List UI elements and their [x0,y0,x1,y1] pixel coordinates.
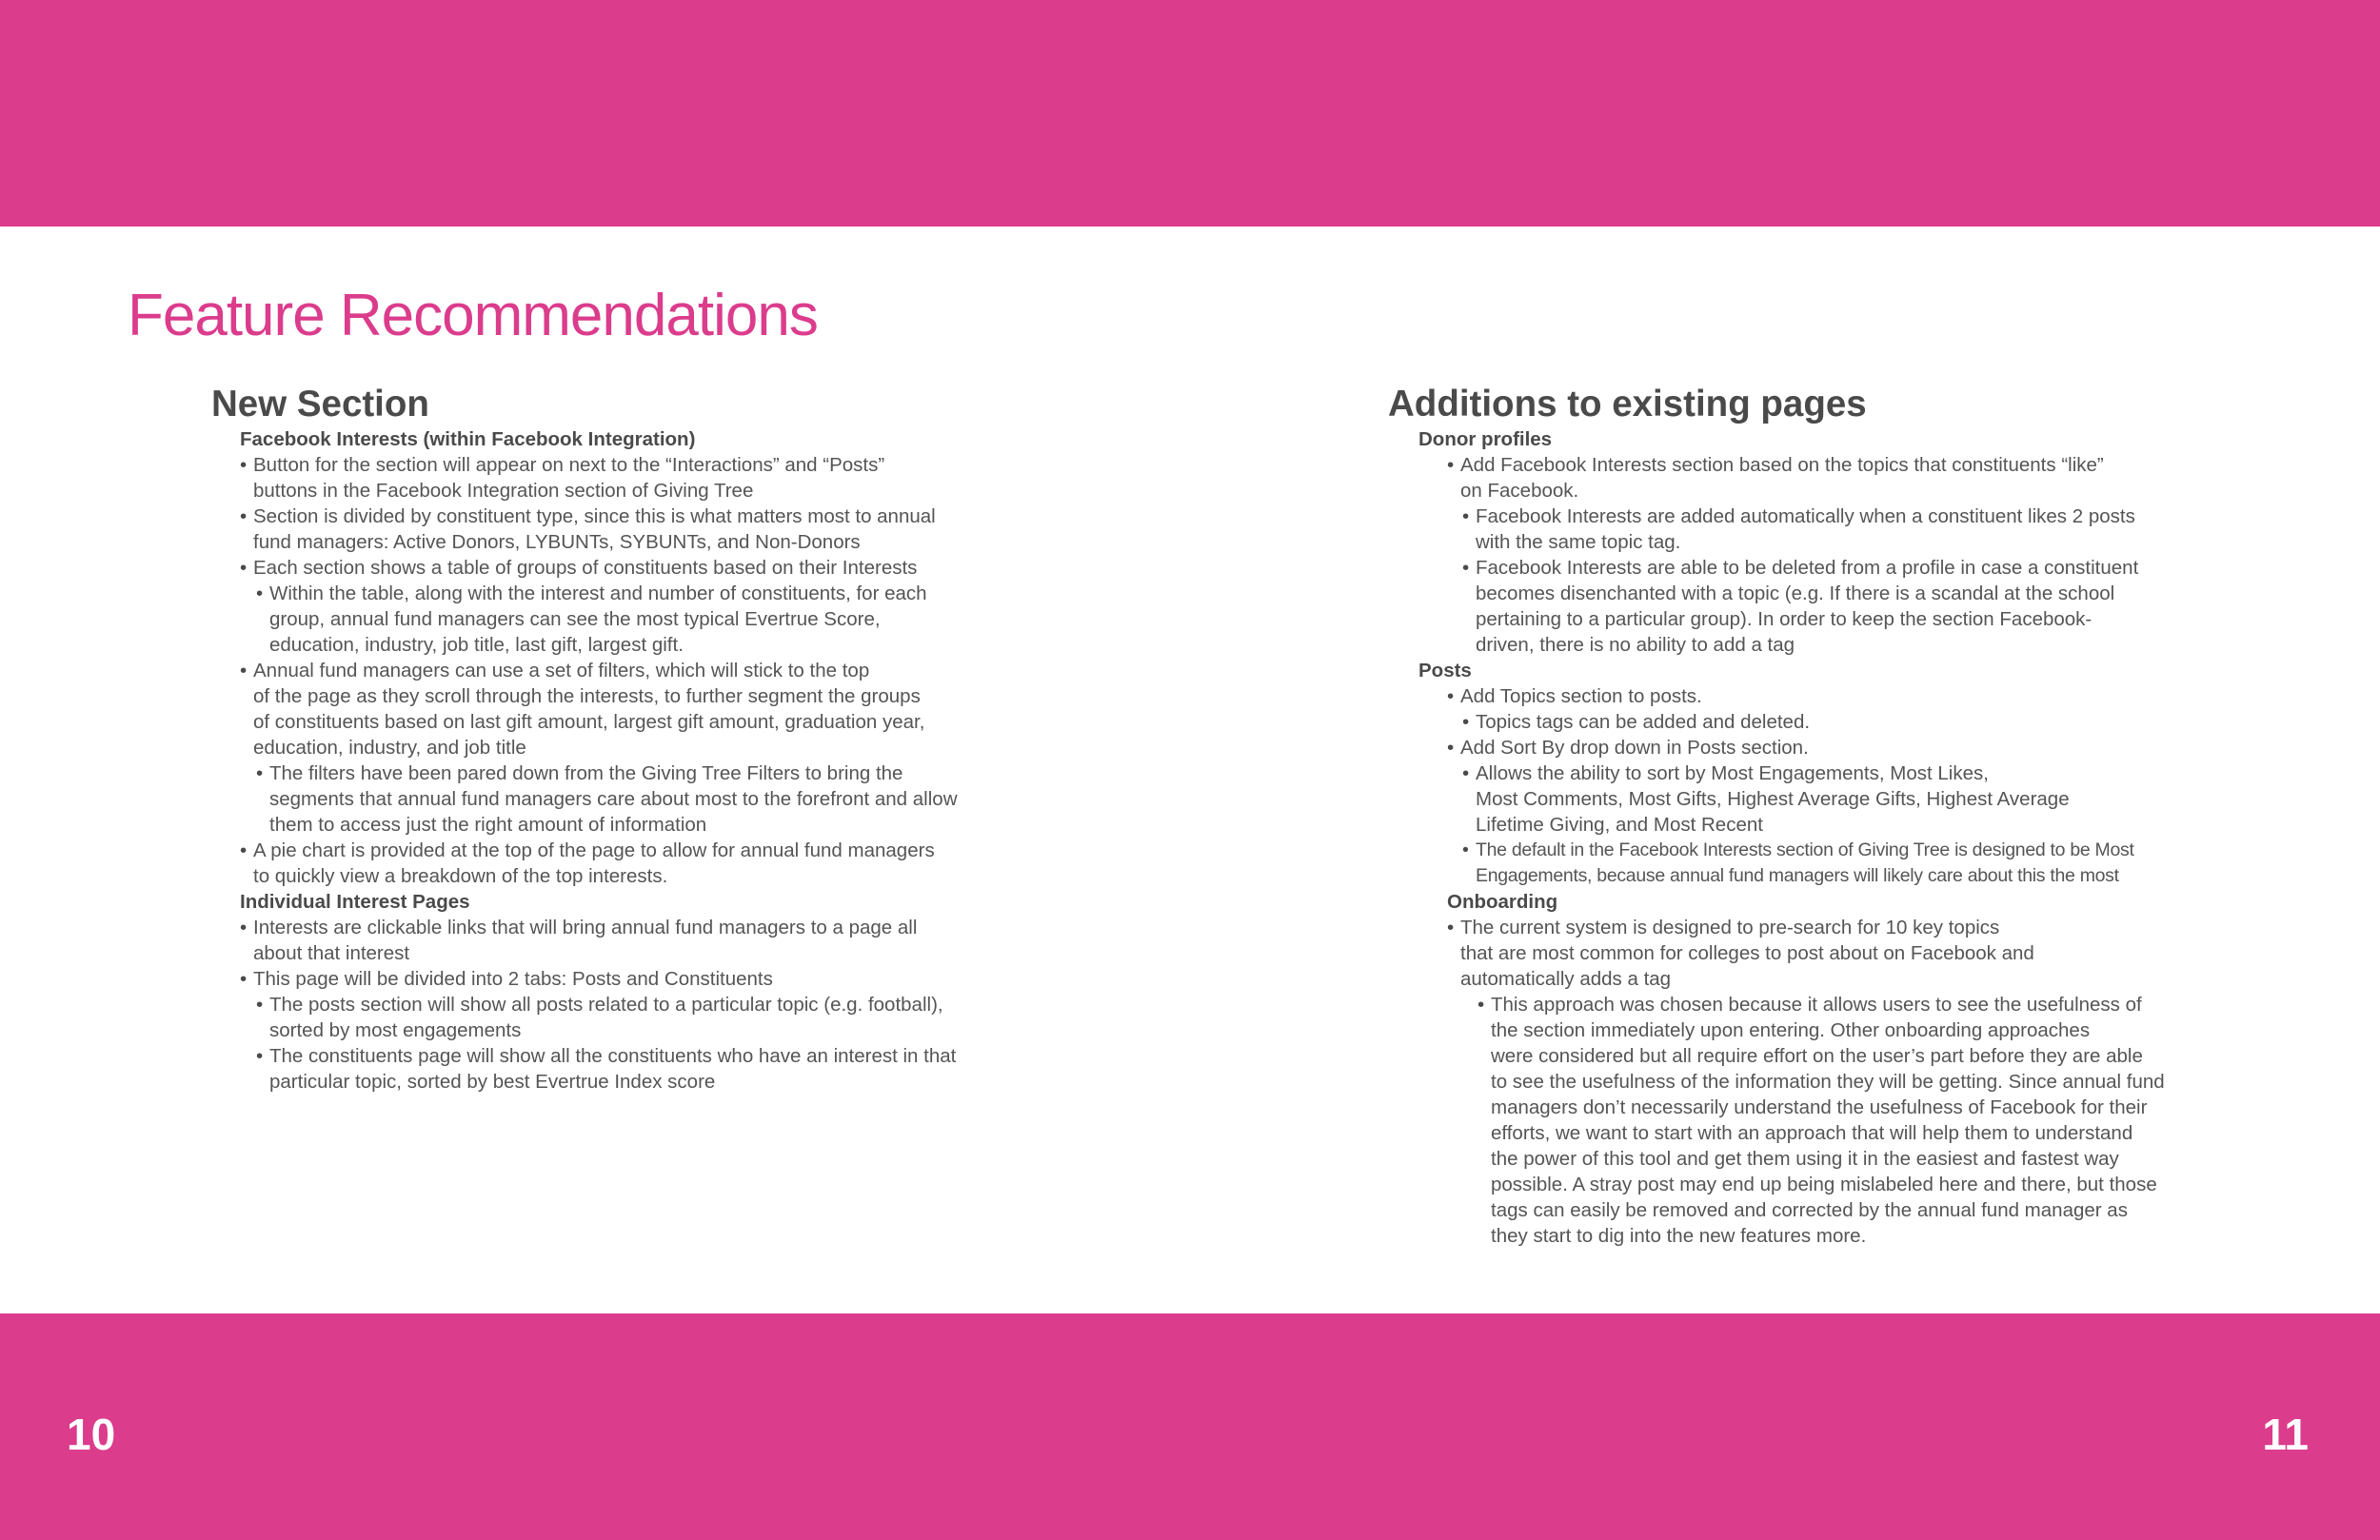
individual-interest-pages-heading: Individual Interest Pages [240,891,470,913]
bullet-item: • Add Facebook Interests section based on the topics that constituents “like” on Facebook. • Facebook Interests are added automatically when a constituent likes 2 posts with the same topic tag. • Facebook Interests are able to be deleted from a profile in case a constituent becomes disenchanted with a topic (e.g. If there is a scandal at the school pertaining to a particular group). In order to keep the section Facebook- driven, there is no ability to add a tag [1447,452,2245,658]
left-column [211,383,1068,1095]
bullet-item: • Add Sort By drop down in Posts section. • Allows the ability to sort by Most Engagements, Most Likes, Most Comments, Most Gifts, Highest Average Gifts, Highest Average Lifetime Giving, and Most Recent • The default in the Facebook Interests section of Giving Tree is designed to be Most Engagements, because annual fund managers will likely care about this the most [1447,735,2245,889]
new-section-body [240,426,1068,1095]
sub-bullet-item: • The constituents page will show all the constituents who have an interest in that particular topic, sorted by best Evertrue Index score [256,1043,1068,1095]
donor-profiles-list [1447,452,2245,658]
bullet-item: • Each section shows a table of groups of constituents based on their Interests • Within the table, along with the interest and number of constituents, for each group, annual fund managers can see the most typical Evertrue Score, education, industry, job title, last gift, largest gift. [240,555,1068,658]
facebook-interests-heading: Facebook Interests (within Facebook Integration) [240,428,696,450]
right-column [1388,383,2245,1249]
bullet-item: • Add Topics section to posts. • Topics tags can be added and deleted. [1447,683,2245,735]
posts-heading: Posts [1418,660,1472,681]
page-number-right: 11 [2262,1410,2309,1459]
bullet-item: • Section is divided by constituent type, since this is what matters most to annual fund managers: Active Donors, LYBUNTs, SYBUNTs, and Non-Donors [240,503,1068,555]
sub-bullet-item: • The filters have been pared down from the Giving Tree Filters to bring the segments that annual fund managers care about most to the forefront and allow them to access just the right amount of information [256,760,1068,838]
sub-bullet-item: • Within the table, along with the interest and number of constituents, for each group, annual fund managers can see the most typical Evertrue Score, education, industry, job title, last gift, largest gift. [256,581,1068,658]
bullet-item: • Button for the section will appear on next to the “Interactions” and “Posts” buttons in the Facebook Integration section of Giving Tree [240,452,1068,503]
bullet-item: • A pie chart is provided at the top of the page to allow for annual fund managers to quickly view a breakdown of the top interests. [240,838,1068,889]
sub-bullet-item: • Topics tags can be added and deleted. [1462,709,2245,735]
page-number-left: 10 [67,1410,116,1459]
additions-body [1418,426,2245,1249]
donor-profiles-heading: Donor profiles [1418,428,1553,450]
onboarding-heading: Onboarding [1447,891,1558,913]
top-banner [0,0,2380,227]
bullet-item: • This page will be divided into 2 tabs: Posts and Constituents • The posts section will show all posts related to a particular topic (e.g. football), sorted by most engagements • The constituents page will show all the constituents who have an interest in that particular topic, sorted by best Evertrue Index score [240,966,1068,1095]
bullet-item: • Annual fund managers can use a set of filters, which will stick to the top of the page as they scroll through the interests, to further segment the groups of constituents based on last gift amount, largest gift amount, graduation year, education, industry, and job title • The filters have been pared down from the Giving Tree Filters to bring the segments that annual fund managers care about most to the forefront and allow them to access just the right amount of information [240,658,1068,838]
bullet-item: • Interests are clickable links that will bring annual fund managers to a page all about that interest [240,915,1068,966]
sub-bullet-item: • The posts section will show all posts related to a particular topic (e.g. football), sorted by most engagements [256,992,1068,1043]
sub-bullet-item: • This approach was chosen because it allows users to see the usefulness of the section immediately upon entering. Other onboarding approaches were considered but all require effort on the user’s part before they are able to see the usefulness of the information they will be getting. Since annual fund managers don’t necessarily understand the usefulness of Facebook for their efforts, we want to start with an approach that will help them to understand the power of this tool and get them using it in the easiest and fastest way possible. A stray post may end up being mislabeled here and there, but those tags can easily be removed and corrected by the annual fund manager as they start to dig into the new features more. [1478,992,2245,1249]
sub-bullet-item: • Allows the ability to sort by Most Engagements, Most Likes, Most Comments, Most Gifts, Highest Average Gifts, Highest Average Lifetime Giving, and Most Recent [1462,760,2245,838]
page-title: Feature Recommendations [128,283,818,348]
bottom-banner [0,1313,2380,1540]
sub-bullet-item: • Facebook Interests are able to be deleted from a profile in case a constituent becomes disenchanted with a topic (e.g. If there is a scandal at the school pertaining to a particular group). In order to keep the section Facebook- driven, there is no ability to add a tag [1462,555,2245,658]
new-section-heading: New Section [211,384,429,424]
bullet-item: • The current system is designed to pre-search for 10 key topics that are most common for colleges to post about on Facebook and automatically adds a tag • This approach was chosen because it allows users to see the usefulness of the section immediately upon entering. Other onboarding approaches were considered but all require effort on the user’s part before they are able to see the usefulness of the information they will be getting. Since annual fund managers don’t necessarily understand the usefulness of Facebook for their efforts, we want to start with an approach that will help them to understand the power of this tool and get them using it in the easiest and fastest way possible. A stray post may end up being mislabeled here and there, but those tags can easily be removed and corrected by the annual fund manager as they start to dig into the new features more. [1447,915,2245,1249]
sub-bullet-item: • The default in the Facebook Interests section of Giving Tree is designed to be Most Engagements, because annual fund managers will likely care about this the most [1462,838,2245,889]
posts-list [1447,683,2245,1249]
additions-heading: Additions to existing pages [1388,384,1867,424]
sub-bullet-item: • Facebook Interests are added automatically when a constituent likes 2 posts with the same topic tag. [1462,503,2245,555]
